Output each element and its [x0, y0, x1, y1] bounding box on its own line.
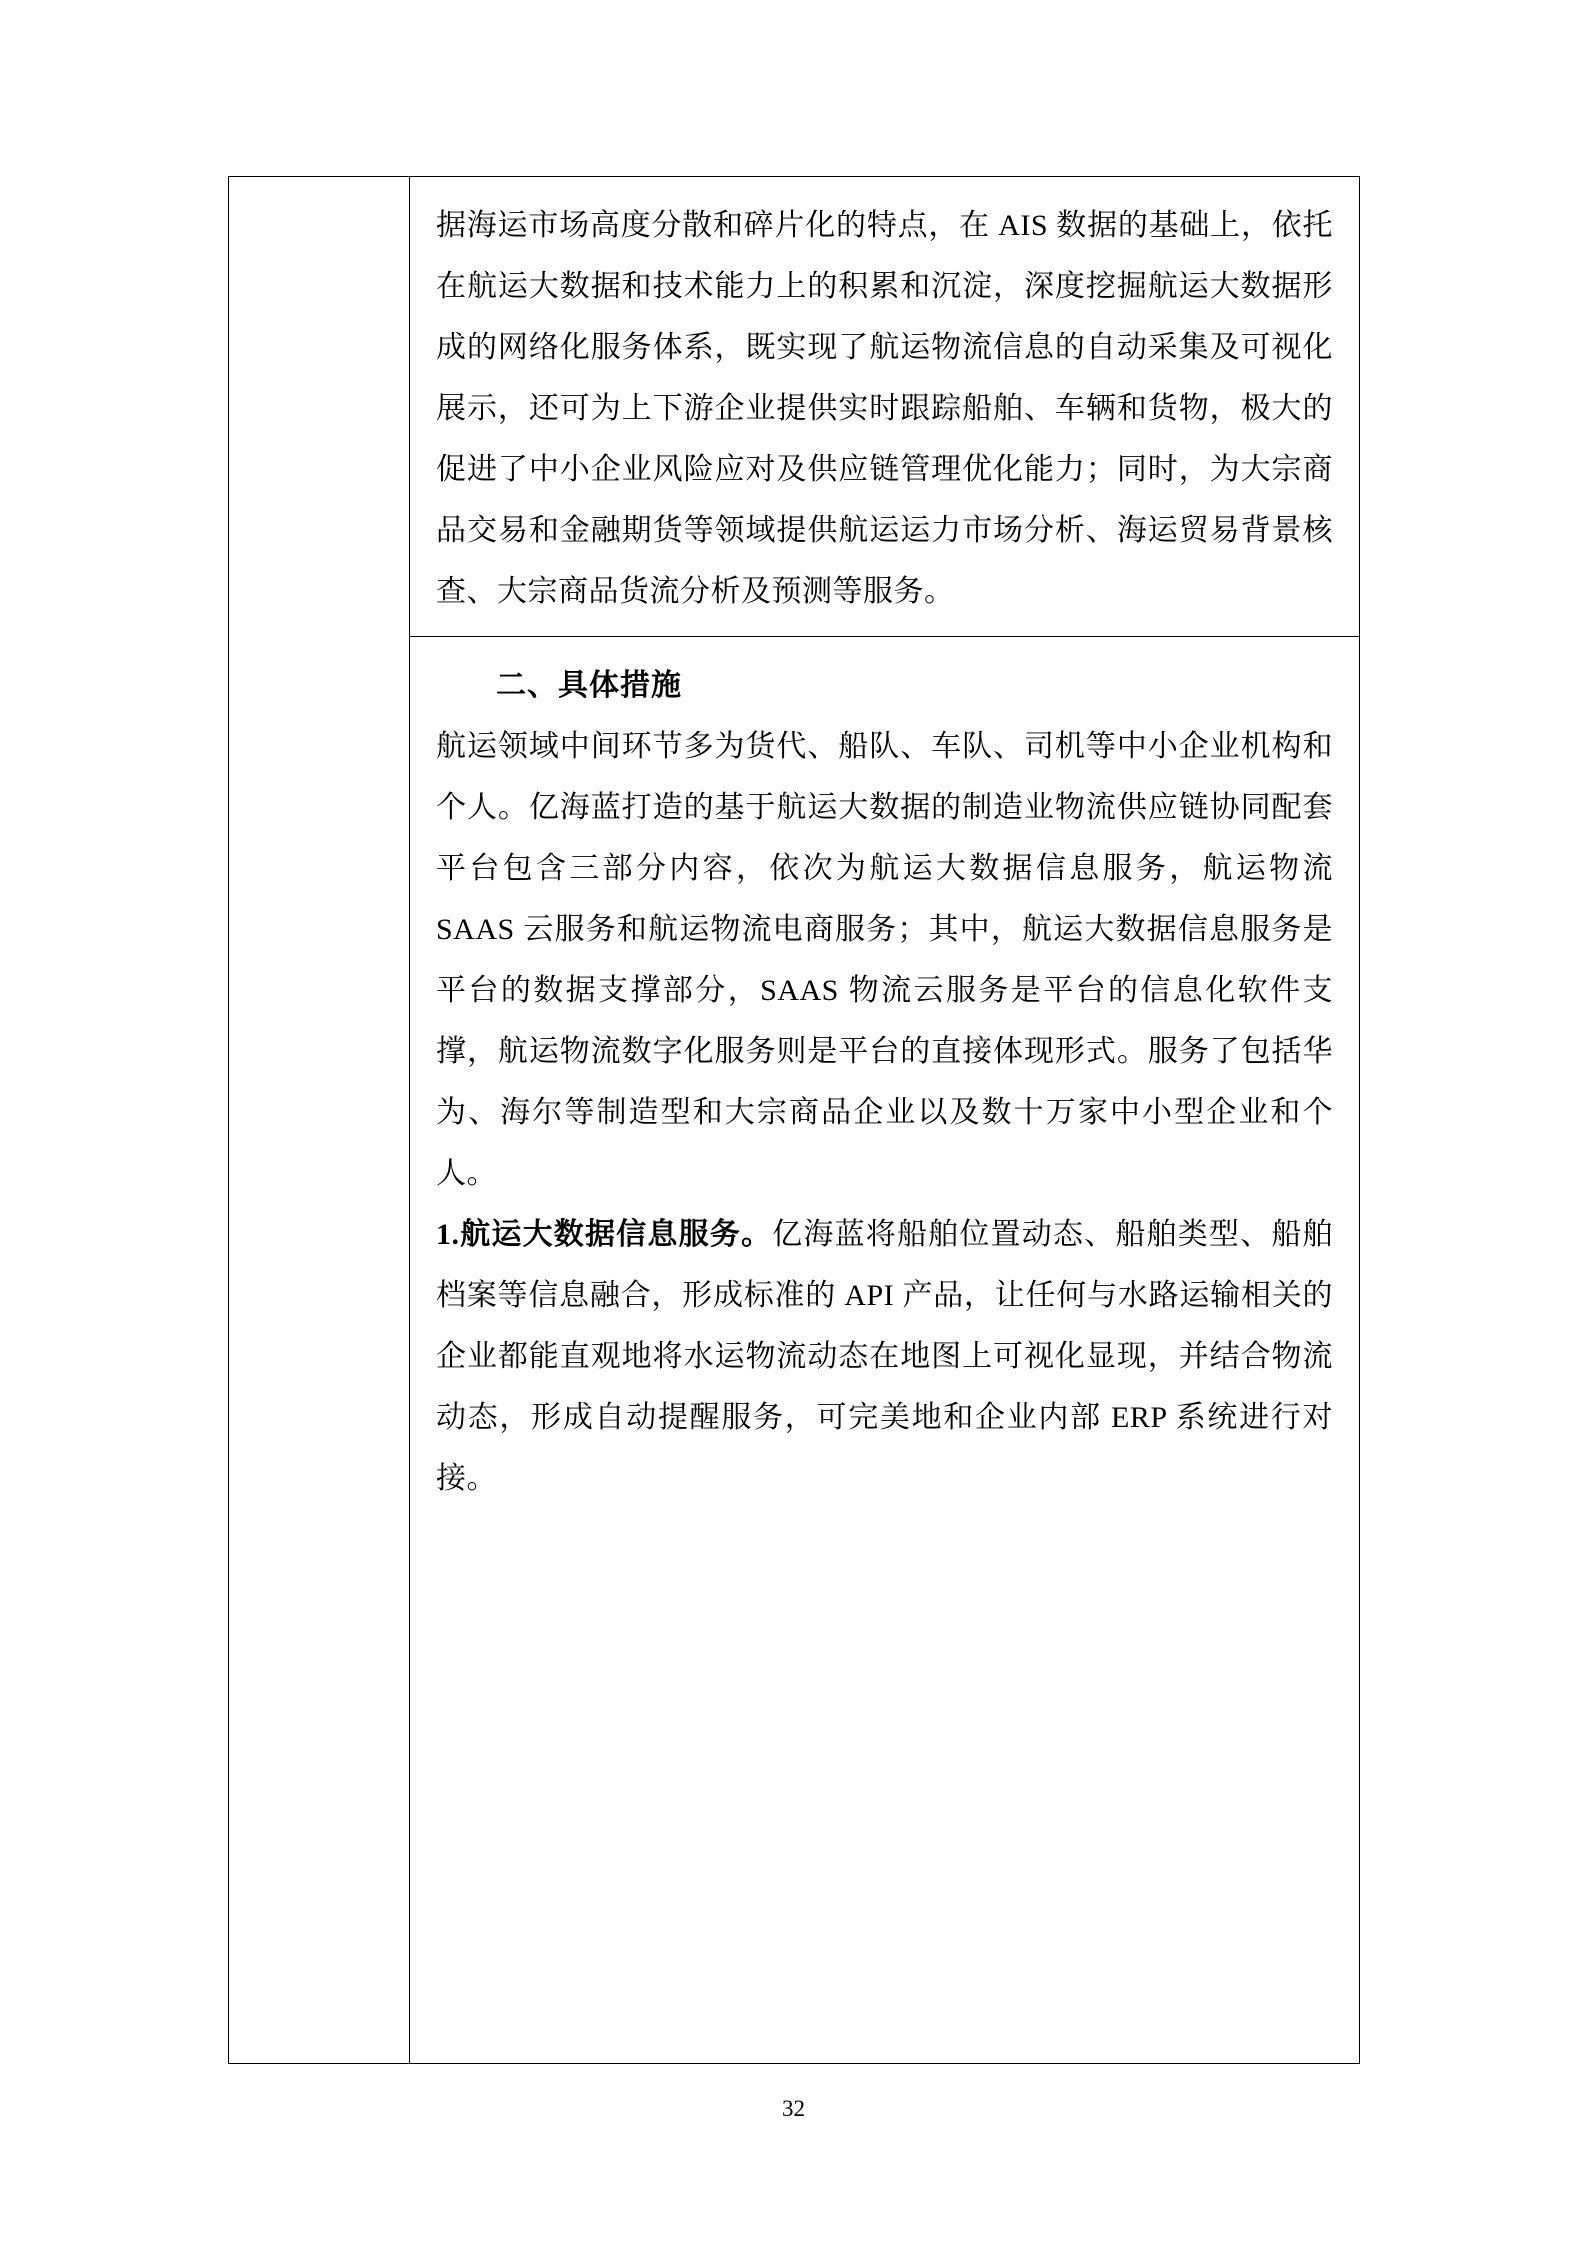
numbered-item-1-text: 亿海蓝将船舶位置动态、船舶类型、船舶档案等信息融合，形成标准的 API 产品，让任何与水路运输相关的企业都能直观地将水运物流动态在地图上可视化显现，并结合物流动态，形成自动提醒服务，可完美地和企业内部 ERP 系统进行对接。 — [436, 1218, 1334, 1495]
left-column-cell — [229, 177, 409, 209]
measures-cell — [410, 637, 1359, 1523]
section-heading-measures: 二、具体措施 — [496, 669, 682, 702]
page-number: 32 — [782, 2096, 805, 2121]
numbered-item-1 — [436, 1204, 1333, 1509]
table-left-column — [229, 177, 410, 2063]
continuation-paragraph-cell — [410, 177, 1359, 637]
paragraph-continuation: 据海运市场高度分散和碎片化的特点，在 AIS 数据的基础上，依托在航运大数据和技术能力上的积累和沉淀，深度挖掘航运大数据形成的网络化服务体系，既实现了航运物流信息的自动采集及可视化展示，还可为上下游企业提供实时跟踪船舶、车辆和货物，极大的促进了中小企业风险应对及供应链管理优化能力；同时，为大宗商品交易和金融期货等领域提供航运运力市场分析、海运贸易背景核查、大宗商品货流分析及预测等服务。 — [436, 209, 1333, 608]
paragraph-measures-intro: 航运领域中间环节多为货代、船队、车队、司机等中小企业机构和个人。亿海蓝打造的基于航运大数据的制造业物流供应链协同配套平台包含三部分内容，依次为航运大数据信息服务，航运物流 SAAS 云服务和航运物流电商服务；其中，航运大数据信息服务是平台的数据支撑部分，SAAS 物流云服务是平台的信息化软件支撑，航运物流数字化服务则是平台的直接体现形式。服务了包括华为、海尔等制造型和大宗商品企业以及数十万家中小型企业和个人。 — [436, 730, 1333, 1190]
content-table — [228, 176, 1360, 2064]
numbered-item-1-lead: 1.航运大数据信息服务。 — [436, 1218, 773, 1251]
table-right-column — [410, 177, 1359, 2063]
